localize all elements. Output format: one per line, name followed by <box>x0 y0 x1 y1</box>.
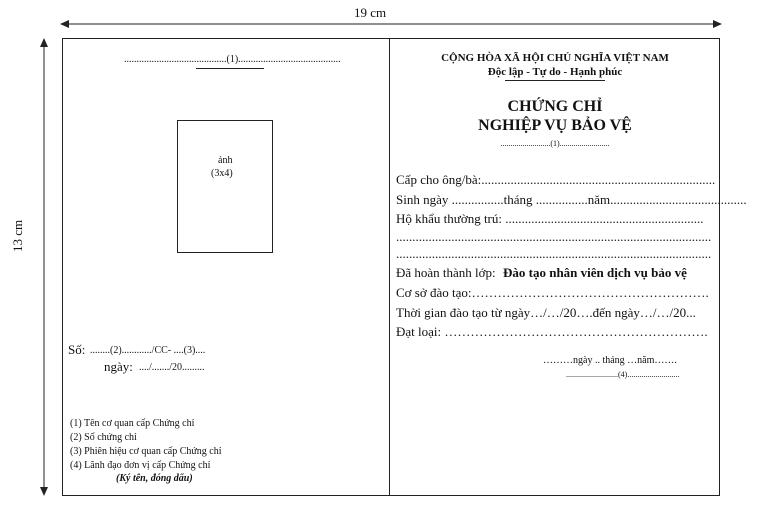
field-holder-name: Cấp cho ông/bà:........................................................................ <box>396 172 716 187</box>
motto-underline <box>505 80 605 81</box>
field-residence: Hộ khẩu thường trú: ............................................................. <box>396 211 704 226</box>
certificate-title: CHỨNG CHỈ <box>507 98 603 115</box>
height-dimension-arrow <box>38 38 50 496</box>
field-training-period: Thời gian đào tạo từ ngày…/…/20….đến ngày…/…/20... <box>396 305 696 320</box>
photo-placeholder <box>177 120 273 253</box>
signing-date-line: ………ngày .. tháng …năm……. <box>543 355 677 366</box>
signer-line: ..........................(4).......................... <box>566 370 680 379</box>
issue-date-value: ..../......./20......... <box>139 362 205 373</box>
national-motto: Độc lập - Tự do - Hạnh phúc <box>487 66 623 78</box>
issuing-agency-line: .........................................(1)......................................... <box>124 54 341 65</box>
issuing-agency-underline <box>196 68 264 69</box>
issue-date-label: ngày: <box>104 359 133 374</box>
certificate-number-label: Số: <box>68 342 86 357</box>
note-2: (2) Số chứng chỉ <box>70 432 137 443</box>
field-training-facility: Cơ sở đào tạo:………………………………………………. <box>396 285 709 300</box>
field-birth-date: Sinh ngày ................tháng ................năm.......................................... <box>396 192 747 207</box>
note-1: (1) Tên cơ quan cấp Chứng chỉ <box>70 418 195 429</box>
width-dimension-label: 19 cm <box>350 5 390 21</box>
field-course-value: Đào tạo nhân viên dịch vụ bảo vệ <box>503 265 687 280</box>
field-blank-line-2: ................................................................................................. <box>396 246 712 261</box>
certificate-agency-line: .........................(1)......................... <box>500 139 610 148</box>
note-4: (4) Lãnh đạo đơn vị cấp Chứng chỉ <box>70 460 211 471</box>
signature-note: (Ký tên, đóng dấu) <box>116 473 193 484</box>
photo-size-label: (3x4) <box>211 168 233 179</box>
national-header: CỘNG HÒA XÃ HỘI CHỦ NGHĨA VIỆT NAM <box>441 52 669 64</box>
certificate-subtitle: NGHIỆP VỤ BẢO VỆ <box>478 117 632 134</box>
height-dimension-label: 13 cm <box>10 217 26 255</box>
photo-label: ảnh <box>218 155 233 166</box>
field-blank-line-1: ................................................................................................. <box>396 229 712 244</box>
width-dimension-arrow <box>60 18 722 30</box>
field-course-label: Đã hoàn thành lớp: <box>396 265 496 280</box>
field-grade: Đạt loại: ……………………………………………………. <box>396 324 708 339</box>
certificate-number-value: ........(2)............/CC- ....(3).... <box>90 345 206 356</box>
note-3: (3) Phiên hiệu cơ quan cấp Chứng chỉ <box>70 446 222 457</box>
